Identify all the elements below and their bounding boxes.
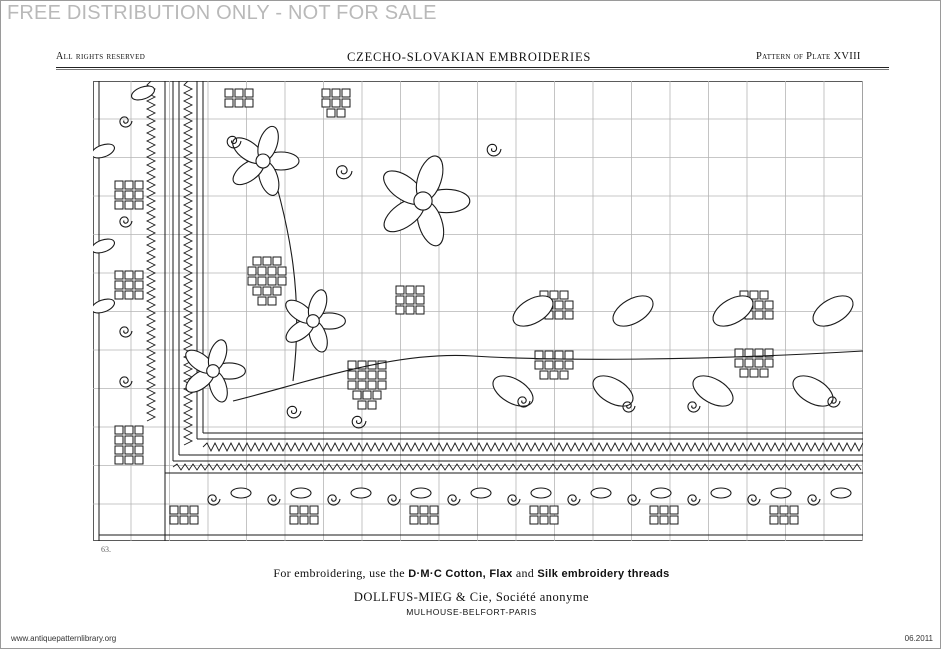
- filet-square: [115, 281, 123, 289]
- filet-square: [565, 361, 573, 369]
- filet-square: [115, 191, 123, 199]
- filet-square: [273, 287, 281, 295]
- filet-square: [790, 516, 798, 524]
- spiral-tendril: [487, 144, 501, 156]
- filet-square: [750, 369, 758, 377]
- caption-and: and: [515, 566, 535, 580]
- filet-square: [368, 401, 376, 409]
- filet-square: [780, 516, 788, 524]
- filet-square: [258, 267, 266, 275]
- filet-square: [416, 286, 424, 294]
- page-title: CZECHO-SLOVAKIAN EMBROIDERIES: [347, 50, 592, 64]
- watermark-text: FREE DISTRIBUTION ONLY - NOT FOR SALE: [7, 2, 437, 24]
- filet-square: [190, 506, 198, 514]
- leaf-petal: [651, 488, 671, 498]
- caption-suffix: embroidery threads: [561, 568, 670, 580]
- spiral-tendril: [328, 495, 340, 505]
- caption-silk: Silk: [537, 568, 559, 580]
- filet-square: [253, 257, 261, 265]
- filet-square: [135, 181, 143, 189]
- filet-square: [406, 296, 414, 304]
- filet-square: [115, 201, 123, 209]
- publisher-name: DOLLFUS-MIEG & Cie, Société anonyme: [353, 590, 590, 604]
- filet-square: [322, 89, 330, 97]
- leaf-petal: [93, 236, 116, 255]
- filet-square: [410, 506, 418, 514]
- filet-square: [337, 109, 345, 117]
- filet-square: [416, 306, 424, 314]
- leaf-petal: [711, 488, 731, 498]
- filet-square: [555, 361, 563, 369]
- filet-square: [735, 359, 743, 367]
- filet-square: [670, 506, 678, 514]
- filet-square: [125, 436, 133, 444]
- caption-brand: D·M·C: [408, 568, 443, 580]
- leaf-petal: [831, 488, 851, 498]
- footer-date: 06.2011: [904, 634, 933, 643]
- filet-square: [555, 301, 563, 309]
- filet-square: [135, 446, 143, 454]
- filet-square: [765, 359, 773, 367]
- filet-square: [745, 349, 753, 357]
- footer-url-link[interactable]: www.antiquepatternlibrary.org: [11, 634, 117, 643]
- filet-square: [332, 99, 340, 107]
- filet-square: [322, 99, 330, 107]
- filet-square: [342, 89, 350, 97]
- filet-square: [430, 506, 438, 514]
- filet-square: [368, 371, 376, 379]
- filet-square: [115, 446, 123, 454]
- filet-square: [650, 516, 658, 524]
- filet-square: [660, 506, 668, 514]
- leaf-petal: [591, 488, 611, 498]
- filet-square: [368, 381, 376, 389]
- caption-cotton: Cotton,: [445, 568, 486, 580]
- filet-square: [735, 349, 743, 357]
- filet-square: [765, 311, 773, 319]
- leaf-petal: [291, 488, 311, 498]
- filet-square: [755, 359, 763, 367]
- spiral-tendril: [508, 495, 520, 505]
- filet-square: [300, 506, 308, 514]
- filet-square: [278, 267, 286, 275]
- filet-square: [560, 371, 568, 379]
- filet-square: [125, 201, 133, 209]
- flower-center: [207, 365, 220, 378]
- filet-square: [358, 371, 366, 379]
- filet-square: [550, 371, 558, 379]
- filet-square: [135, 191, 143, 199]
- filet-square: [125, 181, 133, 189]
- filet-square: [396, 296, 404, 304]
- filet-square: [550, 506, 558, 514]
- filet-square: [327, 109, 335, 117]
- plate-mark: 63.: [101, 545, 111, 554]
- filet-square: [115, 436, 123, 444]
- filet-square: [278, 277, 286, 285]
- filet-square: [555, 351, 563, 359]
- filet-square: [125, 271, 133, 279]
- filet-square: [332, 89, 340, 97]
- filet-square: [378, 371, 386, 379]
- filet-square: [225, 89, 233, 97]
- filet-square: [115, 271, 123, 279]
- filet-square: [545, 351, 553, 359]
- filet-square: [115, 456, 123, 464]
- filet-square: [430, 516, 438, 524]
- filet-square: [358, 381, 366, 389]
- leaf-petal: [93, 296, 116, 315]
- filet-square: [263, 257, 271, 265]
- filet-square: [125, 291, 133, 299]
- spiral-tendril: [448, 495, 460, 505]
- filet-square: [760, 369, 768, 377]
- leaf-petal: [351, 488, 371, 498]
- filet-square: [670, 516, 678, 524]
- spiral-tendril: [688, 402, 700, 412]
- filet-square: [545, 361, 553, 369]
- filet-square: [565, 351, 573, 359]
- filet-square: [342, 99, 350, 107]
- leaf-petal: [588, 370, 638, 413]
- filet-square: [258, 277, 266, 285]
- spiral-tendril: [268, 495, 280, 505]
- filet-square: [535, 361, 543, 369]
- spiral-tendril: [688, 495, 700, 505]
- filet-square: [235, 89, 243, 97]
- filet-square: [410, 516, 418, 524]
- filet-square: [225, 99, 233, 107]
- filet-square: [348, 381, 356, 389]
- filet-square: [416, 296, 424, 304]
- filet-square: [373, 391, 381, 399]
- spiral-tendril: [120, 117, 132, 127]
- filet-square: [125, 191, 133, 199]
- filet-square: [378, 381, 386, 389]
- zigzag-vertical: [147, 81, 155, 421]
- filet-square: [248, 277, 256, 285]
- filet-square: [765, 301, 773, 309]
- filet-square: [550, 291, 558, 299]
- leaf-petal: [808, 290, 858, 333]
- filet-square: [348, 371, 356, 379]
- filet-square: [540, 506, 548, 514]
- filet-square: [135, 271, 143, 279]
- flower-center: [256, 154, 270, 168]
- spiral-tendril: [208, 495, 220, 505]
- leaf-petal: [231, 488, 251, 498]
- filet-square: [135, 281, 143, 289]
- filet-square: [268, 267, 276, 275]
- filet-square: [755, 311, 763, 319]
- filet-square: [550, 516, 558, 524]
- leaf-petal: [488, 370, 538, 413]
- filet-square: [560, 291, 568, 299]
- filet-square: [135, 291, 143, 299]
- leaf-petal: [771, 488, 791, 498]
- spiral-tendril: [337, 166, 353, 179]
- filet-square: [348, 361, 356, 369]
- spiral-tendril: [120, 217, 132, 227]
- filet-square: [310, 516, 318, 524]
- filet-square: [115, 181, 123, 189]
- filet-square: [530, 516, 538, 524]
- filet-square: [420, 516, 428, 524]
- filet-square: [750, 291, 758, 299]
- filet-square: [190, 516, 198, 524]
- filet-square: [530, 506, 538, 514]
- filet-square: [258, 297, 266, 305]
- filet-square: [363, 391, 371, 399]
- filet-square: [268, 297, 276, 305]
- filet-square: [135, 201, 143, 209]
- filet-square: [755, 301, 763, 309]
- filet-square: [565, 311, 573, 319]
- filet-square: [535, 351, 543, 359]
- filet-square: [420, 506, 428, 514]
- filet-square: [135, 426, 143, 434]
- leaf-petal: [130, 83, 157, 102]
- publisher-cities: MULHOUSE-BELFORT-PARIS: [406, 607, 537, 617]
- filet-square: [125, 426, 133, 434]
- spiral-tendril: [388, 495, 400, 505]
- filet-square: [125, 281, 133, 289]
- zigzag-horizontal: [173, 464, 861, 470]
- spiral-tendril: [748, 495, 760, 505]
- filet-square: [353, 391, 361, 399]
- filet-square: [290, 506, 298, 514]
- filet-square: [396, 286, 404, 294]
- filet-square: [660, 516, 668, 524]
- filet-square: [135, 456, 143, 464]
- filet-square: [248, 267, 256, 275]
- filet-square: [358, 401, 366, 409]
- filet-square: [770, 506, 778, 514]
- flower-center: [414, 192, 432, 210]
- filet-square: [268, 277, 276, 285]
- filet-square: [310, 506, 318, 514]
- header-rule-thin: [56, 69, 889, 70]
- leaf-petal: [608, 290, 658, 333]
- filet-square: [253, 287, 261, 295]
- filet-square: [125, 456, 133, 464]
- leaf-petal: [688, 370, 738, 413]
- filet-square: [565, 301, 573, 309]
- filet-square: [740, 369, 748, 377]
- filet-square: [180, 516, 188, 524]
- leaf-petal: [411, 488, 431, 498]
- embroidery-pattern-drawing: [93, 81, 863, 541]
- filet-square: [406, 306, 414, 314]
- leaf-petal: [531, 488, 551, 498]
- filet-square: [790, 506, 798, 514]
- filet-square: [115, 291, 123, 299]
- filet-square: [135, 436, 143, 444]
- filet-square: [170, 516, 178, 524]
- filet-square: [170, 506, 178, 514]
- rights-notice: All rights reserved: [56, 51, 146, 62]
- filet-square: [245, 99, 253, 107]
- spiral-tendril: [628, 495, 640, 505]
- spiral-tendril: [120, 327, 132, 337]
- filet-square: [745, 359, 753, 367]
- spiral-tendril: [808, 495, 820, 505]
- filet-square: [180, 506, 188, 514]
- thread-caption: [1, 566, 941, 581]
- caption-flax: Flax: [489, 568, 513, 580]
- zigzag-horizontal: [203, 443, 863, 451]
- filet-square: [290, 516, 298, 524]
- plate-label: Pattern of Plate XVIII: [756, 51, 861, 62]
- flower-center: [307, 315, 320, 328]
- filet-square: [300, 516, 308, 524]
- filet-square: [540, 371, 548, 379]
- filet-square: [125, 446, 133, 454]
- filet-square: [770, 516, 778, 524]
- filet-square: [760, 291, 768, 299]
- filet-square: [650, 506, 658, 514]
- spiral-tendril: [287, 406, 301, 418]
- filet-square: [115, 426, 123, 434]
- filet-square: [396, 306, 404, 314]
- filet-square: [273, 257, 281, 265]
- square-clusters: [115, 89, 798, 524]
- filet-square: [780, 506, 788, 514]
- filet-square: [555, 311, 563, 319]
- filet-square: [263, 287, 271, 295]
- spiral-tendril: [352, 416, 366, 428]
- header-rule: [56, 67, 889, 68]
- spiral-tendril: [568, 495, 580, 505]
- leaf-petal: [471, 488, 491, 498]
- caption-prefix: For embroidering, use the: [273, 566, 405, 580]
- filet-square: [540, 516, 548, 524]
- filet-square: [245, 89, 253, 97]
- filet-square: [406, 286, 414, 294]
- spiral-tendril: [120, 377, 132, 387]
- filet-square: [235, 99, 243, 107]
